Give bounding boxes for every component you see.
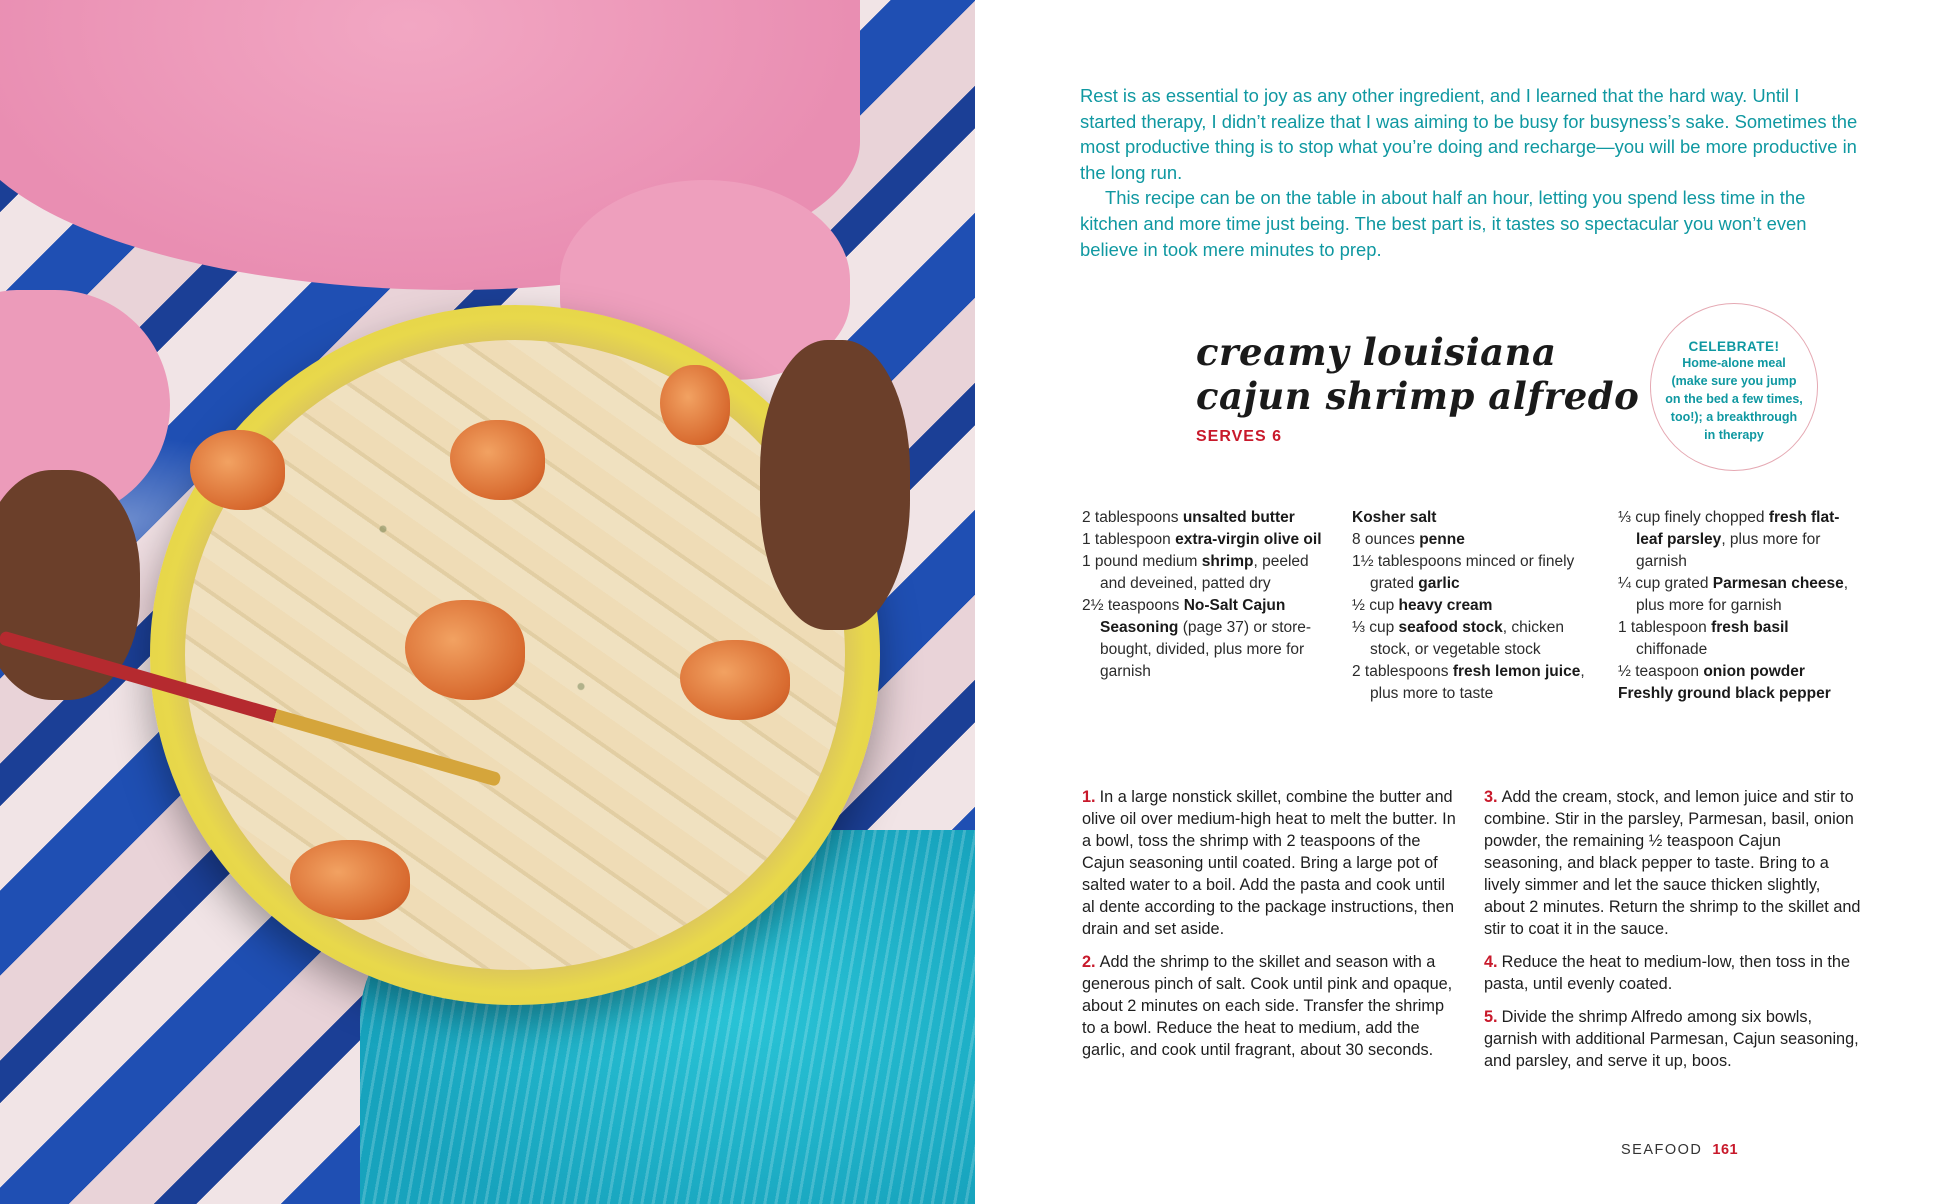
ingredient-name: fresh flat-leaf parsley (1636, 509, 1840, 548)
ingredient-item (1352, 595, 1592, 617)
step-text: Add the shrimp to the skillet and season with a generous pinch of salt. Cook until pink and opaque, about 2 minutes on each side. Transfer the shrimp to a bowl. Reduce the heat to medium, add the garlic, and cook until fragrant, about 30 seconds. (1082, 953, 1453, 1059)
ingredient-name: unsalted butter (1182, 509, 1295, 526)
ingredient-amount: 1 tablespoon (1082, 531, 1176, 548)
step-text: Reduce the heat to medium-low, then toss in the pasta, until evenly coated. (1484, 953, 1851, 993)
step-number: 1. (1082, 788, 1096, 806)
ingredients-column-3 (1618, 507, 1863, 705)
page-footer (1621, 1142, 1738, 1158)
recipe-step (1082, 786, 1462, 940)
intro-paragraph: This recipe can be on the table in about half an hour, letting you spend less time in the kitchen and more time just being. The best part is, it tastes so spectacular you won’t even believe in took mere minutes to prep. (1080, 187, 1807, 260)
ingredient-item (1618, 507, 1863, 573)
recipe-title-line: cajun shrimp alfredo (1196, 374, 1640, 418)
ingredient-amount: ⅓ cup (1352, 619, 1399, 636)
ingredient-note: , plus more to taste (1370, 663, 1585, 702)
ingredient-note: , plus more for garnish (1636, 531, 1821, 570)
recipe-title-line: creamy louisiana (1196, 330, 1557, 374)
ingredient-amount: ½ teaspoon (1618, 663, 1704, 680)
ingredient-amount: ¼ cup grated (1618, 575, 1713, 592)
ingredient-item (1352, 661, 1592, 705)
ingredient-name: Kosher salt (1352, 509, 1437, 526)
ingredient-note: , plus more for garnish (1636, 575, 1849, 614)
ingredient-name: seafood stock (1398, 619, 1503, 636)
ingredient-name: No-Salt Cajun Seasoning (1100, 597, 1286, 636)
recipe-step (1484, 951, 1864, 995)
celebrate-badge (1650, 303, 1818, 471)
step-number: 2. (1082, 953, 1096, 971)
ingredient-item (1618, 683, 1863, 705)
ingredient-item (1352, 507, 1592, 529)
shrimp (660, 365, 730, 445)
ingredient-item (1618, 573, 1863, 617)
ingredients-column-1 (1082, 507, 1327, 683)
ingredient-amount: 1 tablespoon (1618, 619, 1712, 636)
ingredient-name: onion powder (1703, 663, 1805, 680)
ingredient-note: , peeled and deveined, patted dry (1100, 553, 1309, 592)
recipe-step (1484, 786, 1864, 940)
ingredient-item (1082, 507, 1327, 529)
ingredient-name: shrimp (1201, 553, 1254, 570)
ingredient-amount: 2 tablespoons (1082, 509, 1183, 526)
ingredient-item (1352, 551, 1592, 595)
steps-column-left (1082, 786, 1462, 1072)
ingredient-amount: 8 ounces (1352, 531, 1420, 548)
badge-title: CELEBRATE! (1688, 338, 1780, 354)
ingredient-name: Parmesan cheese (1712, 575, 1844, 592)
badge-body: Home-alone meal (make sure you jump on the bed a few times, too!); a breakthrough in therapy (1665, 355, 1803, 442)
shrimp (290, 840, 410, 920)
shrimp (405, 600, 525, 700)
ingredient-name: extra-virgin olive oil (1175, 531, 1322, 548)
section-name: SEAFOOD (1621, 1142, 1703, 1158)
ingredient-note: , chicken stock, or vegetable stock (1370, 619, 1564, 658)
ingredient-name: Freshly ground black pepper (1618, 685, 1831, 702)
ingredient-amount: 1½ tablespoons minced or finely grated (1352, 553, 1575, 592)
recipe-step (1082, 951, 1462, 1061)
ingredient-note: chiffonade (1636, 641, 1708, 658)
ingredient-amount: ½ cup (1352, 597, 1399, 614)
ingredient-item (1352, 529, 1592, 551)
ingredient-name: penne (1419, 531, 1465, 548)
step-text: In a large nonstick skillet, combine the butter and olive oil over medium-high heat to melt the butter. In a bowl, toss the shrimp with 2 teaspoons of the Cajun seasoning until coated. Bring a large pot of salted water to a boil. Add the pasta and cook until al dente according to the package instructions, then drain and set aside. (1082, 788, 1456, 938)
step-number: 4. (1484, 953, 1498, 971)
recipe-title (1196, 330, 1639, 418)
ingredient-name: garlic (1418, 575, 1460, 592)
ingredient-item (1618, 661, 1863, 683)
serves-label: SERVES 6 (1196, 428, 1282, 445)
ingredient-name: fresh basil (1711, 619, 1789, 636)
ingredient-amount: 2½ teaspoons (1082, 597, 1184, 614)
ingredient-amount: 2 tablespoons (1352, 663, 1453, 680)
steps-column-right (1484, 786, 1864, 1083)
intro-text (1080, 83, 1860, 262)
step-number: 3. (1484, 788, 1498, 806)
shrimp (450, 420, 545, 500)
ingredient-name: fresh lemon juice (1452, 663, 1581, 680)
recipe-step (1484, 1006, 1864, 1072)
step-number: 5. (1484, 1008, 1498, 1026)
shrimp (680, 640, 790, 720)
right-hand (760, 340, 910, 630)
shrimp (190, 430, 285, 510)
ingredient-item (1082, 551, 1327, 595)
page-number: 161 (1712, 1142, 1739, 1158)
ingredients-column-2 (1352, 507, 1592, 705)
ingredient-item (1082, 595, 1327, 683)
step-text: Add the cream, stock, and lemon juice and stir to combine. Stir in the parsley, Parmesan, basil, onion powder, the remaining ½ teaspoon Cajun seasoning, and black pepper to taste. Bring to a lively simmer and let the sauce thicken slightly, about 2 minutes. Return the shrimp to the skillet and stir to coat it in the sauce. (1484, 788, 1861, 938)
ingredient-item (1082, 529, 1327, 551)
ingredient-note: (page 37) or store-bought, divided, plus more for garnish (1100, 619, 1312, 680)
ingredient-amount: ⅓ cup finely chopped (1618, 509, 1769, 526)
ingredient-item (1618, 617, 1863, 661)
ingredient-name: heavy cream (1398, 597, 1493, 614)
ingredient-item (1352, 617, 1592, 661)
step-text: Divide the shrimp Alfredo among six bowls, garnish with additional Parmesan, Cajun seasoning, and parsley, and serve it up, boos. (1484, 1008, 1859, 1070)
intro-paragraph: Rest is as essential to joy as any other ingredient, and I learned that the hard way. Until I started therapy, I didn’t realize that I was aiming to be busy for busyness’s sake. Sometimes the most productive thing is to stop what you’re doing and recharge—you will be more productive in the long run. (1080, 85, 1858, 183)
ingredient-amount: 1 pound medium (1082, 553, 1202, 570)
